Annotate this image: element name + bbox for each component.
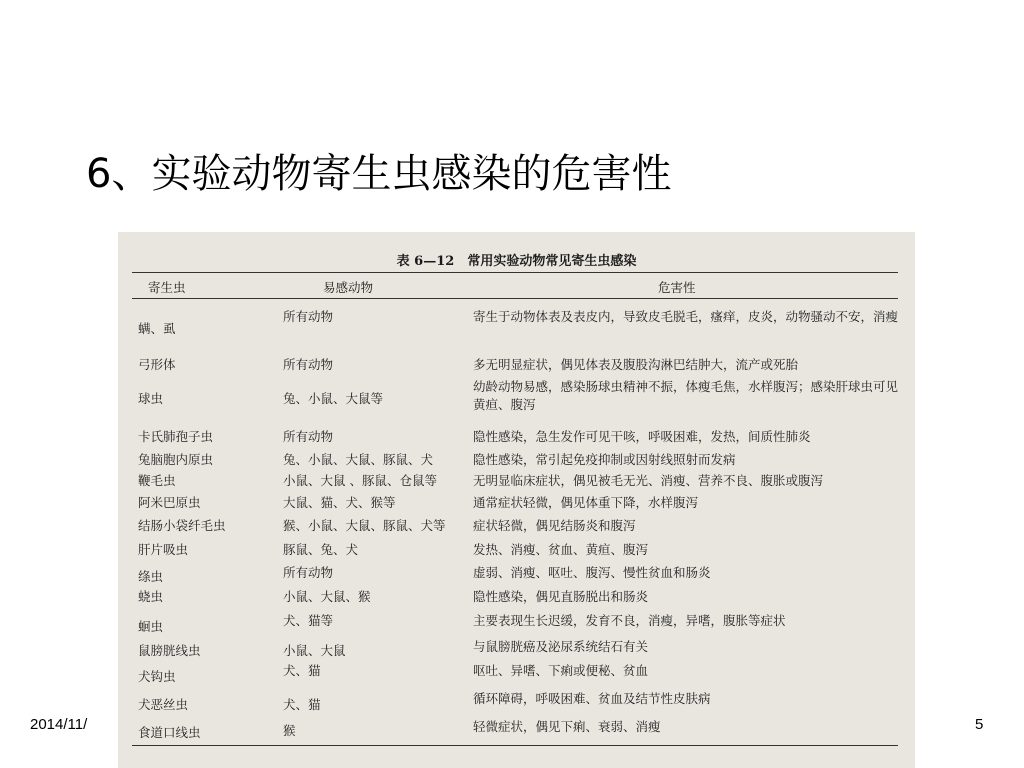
cell-hosts: 小鼠、大鼠 <box>283 643 346 658</box>
cell-hosts: 犬、猫 <box>283 663 321 678</box>
cell-harm: 隐性感染，急生发作可见干咳，呼吸困难，发热，间质性肺炎 <box>473 429 811 444</box>
footer-date: 2014/11/ <box>30 716 88 733</box>
cell-harm: 轻微症状，偶见下痢、衰弱、消瘦 <box>473 719 661 734</box>
cell-harm: 呕吐、异嗜、下痢或便秘、贫血 <box>473 663 649 678</box>
cell-parasite: 兔脑胞内原虫 <box>138 452 214 467</box>
cell-harm: 主要表现生长迟缓，发育不良，消瘦，异嗜，腹胀等症状 <box>473 613 786 628</box>
cell-parasite: 犬钩虫 <box>138 669 176 684</box>
cell-parasite: 犬恶丝虫 <box>138 697 189 712</box>
table-header-rule <box>132 298 898 299</box>
page-number: 5 <box>975 716 984 733</box>
header-hosts: 易感动物 <box>323 280 374 295</box>
cell-harm: 发热、消瘦、贫血、黄疸、腹泻 <box>473 542 649 557</box>
cell-harm: 虚弱、消瘦、呕吐、腹泻、慢性贫血和肠炎 <box>473 565 711 580</box>
cell-harm: 无明显临床症状，偶见被毛无光、消瘦、营养不良、腹胀或腹泻 <box>473 473 824 488</box>
cell-hosts: 猴 <box>283 723 296 738</box>
header-harm: 危害性 <box>658 280 696 295</box>
cell-harm: 循环障碍，呼吸困难、贫血及结节性皮肤病 <box>473 691 711 706</box>
cell-parasite: 鞭毛虫 <box>138 473 176 488</box>
cell-parasite: 弓形体 <box>138 357 176 372</box>
cell-harm: 隐性感染，偶见直肠脱出和肠炎 <box>473 589 649 604</box>
cell-harm: 寄生于动物体表及表皮内，导致皮毛脱毛，瘙痒，皮炎，动物骚动不安，消瘦 <box>473 309 899 324</box>
header-parasite: 寄生虫 <box>148 280 186 295</box>
cell-hosts: 小鼠、大鼠、猴 <box>283 589 371 604</box>
cell-hosts: 豚鼠、兔、犬 <box>283 542 359 557</box>
cell-parasite: 蛔虫 <box>138 619 164 634</box>
cell-harm: 与鼠膀胱癌及泌尿系统结石有关 <box>473 639 649 654</box>
cell-hosts: 大鼠、猫、犬、猴等 <box>283 495 396 510</box>
cell-parasite: 绦虫 <box>138 569 164 584</box>
cell-parasite: 阿米巴原虫 <box>138 495 201 510</box>
cell-hosts: 所有动物 <box>283 429 334 444</box>
cell-harm: 幼龄动物易感，感染肠球虫精神不振，体瘦毛焦，水样腹泻；感染肝球虫可见黄疸、腹泻 <box>473 379 899 412</box>
table-top-rule <box>132 272 898 273</box>
cell-hosts: 兔、小鼠、大鼠、豚鼠、犬 <box>283 452 434 467</box>
cell-hosts: 兔、小鼠、大鼠等 <box>283 391 384 406</box>
cell-hosts: 所有动物 <box>283 565 334 580</box>
cell-harm: 多无明显症状，偶见体表及腹股沟淋巴结肿大，流产或死胎 <box>473 357 799 372</box>
slide-title: 6、实验动物寄生虫感染的危害性 <box>86 151 672 197</box>
cell-hosts: 所有动物 <box>283 357 334 372</box>
cell-parasite: 肝片吸虫 <box>138 542 189 557</box>
table-caption: 表 6—12 常用实验动物常见寄生虫感染 <box>396 254 637 269</box>
cell-parasite: 鼠膀胱线虫 <box>138 643 201 658</box>
cell-hosts: 犬、猫等 <box>283 613 334 628</box>
cell-harm: 通常症状轻微，偶见体重下降，水样腹泻 <box>473 495 699 510</box>
cell-hosts: 小鼠、大鼠 、豚鼠、仓鼠等 <box>283 473 437 488</box>
cell-parasite: 螨、虱 <box>138 321 176 336</box>
cell-hosts: 猴、小鼠、大鼠、豚鼠、犬等 <box>283 518 446 533</box>
cell-parasite: 结肠小袋纤毛虫 <box>138 518 226 533</box>
cell-harm: 症状轻微，偶见结肠炎和腹泻 <box>473 518 636 533</box>
scanned-table-image <box>118 232 915 768</box>
cell-parasite: 食道口线虫 <box>138 725 201 740</box>
cell-hosts: 所有动物 <box>283 309 334 324</box>
cell-harm: 隐性感染，常引起免疫抑制或因射线照射而发病 <box>473 452 736 467</box>
cell-parasite: 球虫 <box>138 391 164 406</box>
cell-parasite: 卡氏肺孢子虫 <box>138 429 214 444</box>
table-bottom-rule <box>132 745 898 746</box>
cell-parasite: 蛲虫 <box>138 589 164 604</box>
cell-hosts: 犬、猫 <box>283 697 321 712</box>
